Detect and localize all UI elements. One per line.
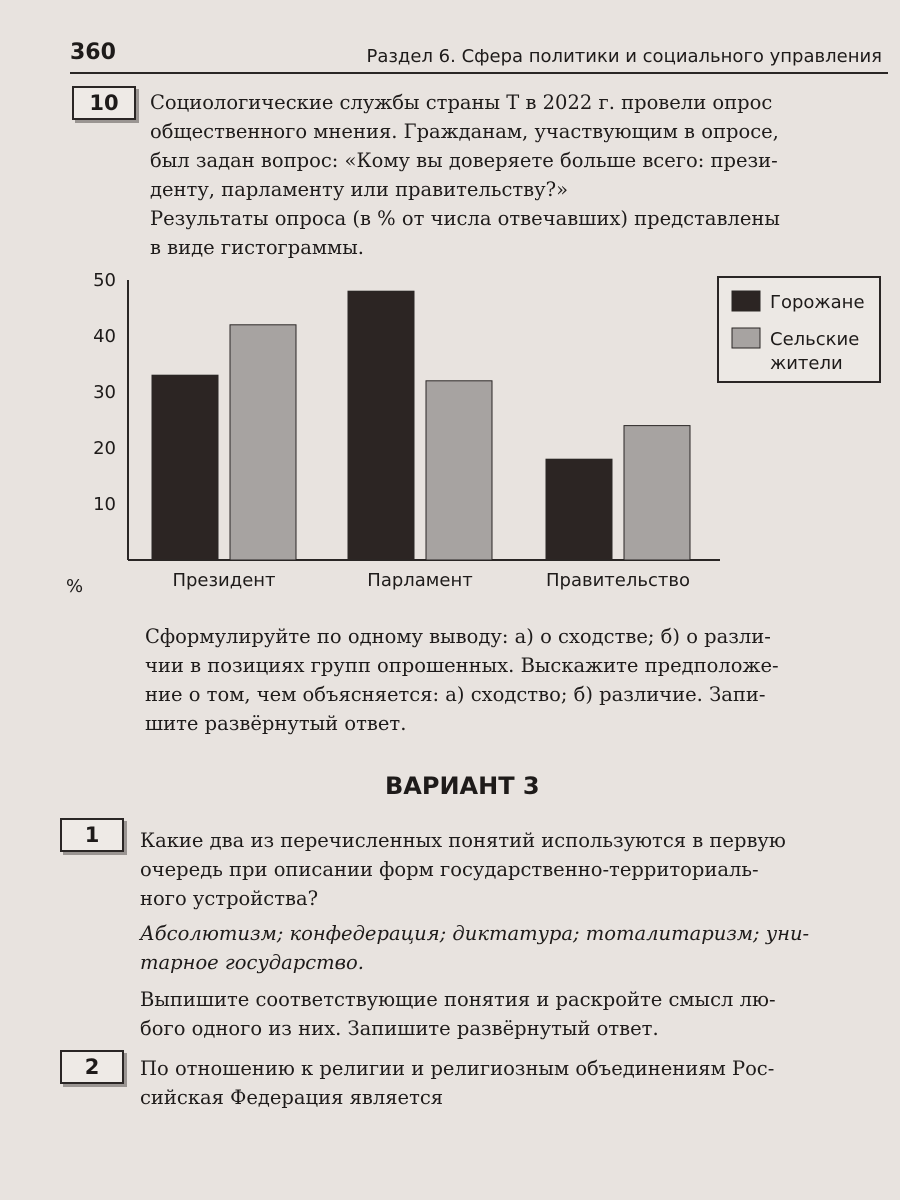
category-label: Парламент <box>367 570 473 591</box>
legend-label: Сельские <box>770 329 860 350</box>
bar <box>546 459 612 560</box>
task-1-number: 1 <box>60 818 124 852</box>
text-line: денту, парламенту или правительству?» <box>150 178 569 201</box>
bar-chart <box>0 265 900 605</box>
legend-label: Горожане <box>770 292 865 313</box>
text-line: шите развёрнутый ответ. <box>145 712 407 735</box>
y-tick-label: 10 <box>93 494 116 515</box>
legend-swatch-rural <box>732 328 760 348</box>
text-line: бого одного из них. Запишите развёрнутый ответ. <box>140 1017 659 1040</box>
text-line: Какие два из перечисленных понятий используются в первую <box>140 829 786 852</box>
header-rule <box>70 72 888 74</box>
text-line: ние о том, чем объясняется: а) сходство; б) различие. Запи- <box>145 683 766 706</box>
category-label: Президент <box>172 570 276 591</box>
text-line: сийская Федерация является <box>140 1086 444 1109</box>
text-line: Абсолютизм; конфедерация; диктатура; тоталитаризм; уни- <box>140 922 810 945</box>
text-line: Выпишите соответствующие понятия и раскройте смысл лю- <box>140 988 776 1011</box>
section-title: Раздел 6. Сфера политики и социального управления <box>366 46 882 67</box>
task-2-text <box>140 1054 774 1112</box>
y-tick-label: 20 <box>93 438 116 459</box>
y-axis-unit-label: % <box>66 576 84 597</box>
variant-title: ВАРИАНТ 3 <box>385 772 540 800</box>
text-line: тарное государство. <box>140 951 364 974</box>
text-line: Социологические службы страны Т в 2022 г. провели опрос <box>150 91 773 114</box>
y-tick-label: 30 <box>93 382 116 403</box>
bar <box>624 426 690 560</box>
text-line: чии в позициях групп опрошенных. Выскажите предположе- <box>145 654 779 677</box>
text-line: Результаты опроса (в % от числа отвечавших) представлены <box>150 207 780 230</box>
y-tick-label: 50 <box>93 270 116 291</box>
task-2-number: 2 <box>60 1050 124 1084</box>
task-10-instructions <box>145 622 779 738</box>
task-1-text <box>140 826 809 1043</box>
legend-swatch-urban <box>732 291 760 311</box>
task-10-number: 10 <box>72 86 136 120</box>
bar <box>426 381 492 560</box>
text-line: очередь при описании форм государственно-территориаль- <box>140 858 759 881</box>
bar <box>348 291 414 560</box>
text-line: По отношению к религии и религиозным объединениям Рос- <box>140 1057 775 1080</box>
y-tick-label: 40 <box>93 326 116 347</box>
page-number: 360 <box>70 40 116 65</box>
text-line: ного устройства? <box>140 887 319 910</box>
text-line: Сформулируйте по одному выводу: а) о сходстве; б) о разли- <box>145 625 771 648</box>
text-line: был задан вопрос: «Кому вы доверяете больше всего: прези- <box>150 149 778 172</box>
task-10-text <box>150 88 780 262</box>
bar <box>152 375 218 560</box>
bar <box>230 325 296 560</box>
category-label: Правительство <box>546 570 690 591</box>
text-line: в виде гистограммы. <box>150 236 364 259</box>
legend-label: жители <box>770 353 843 374</box>
text-line: общественного мнения. Гражданам, участвующим в опросе, <box>150 120 779 143</box>
